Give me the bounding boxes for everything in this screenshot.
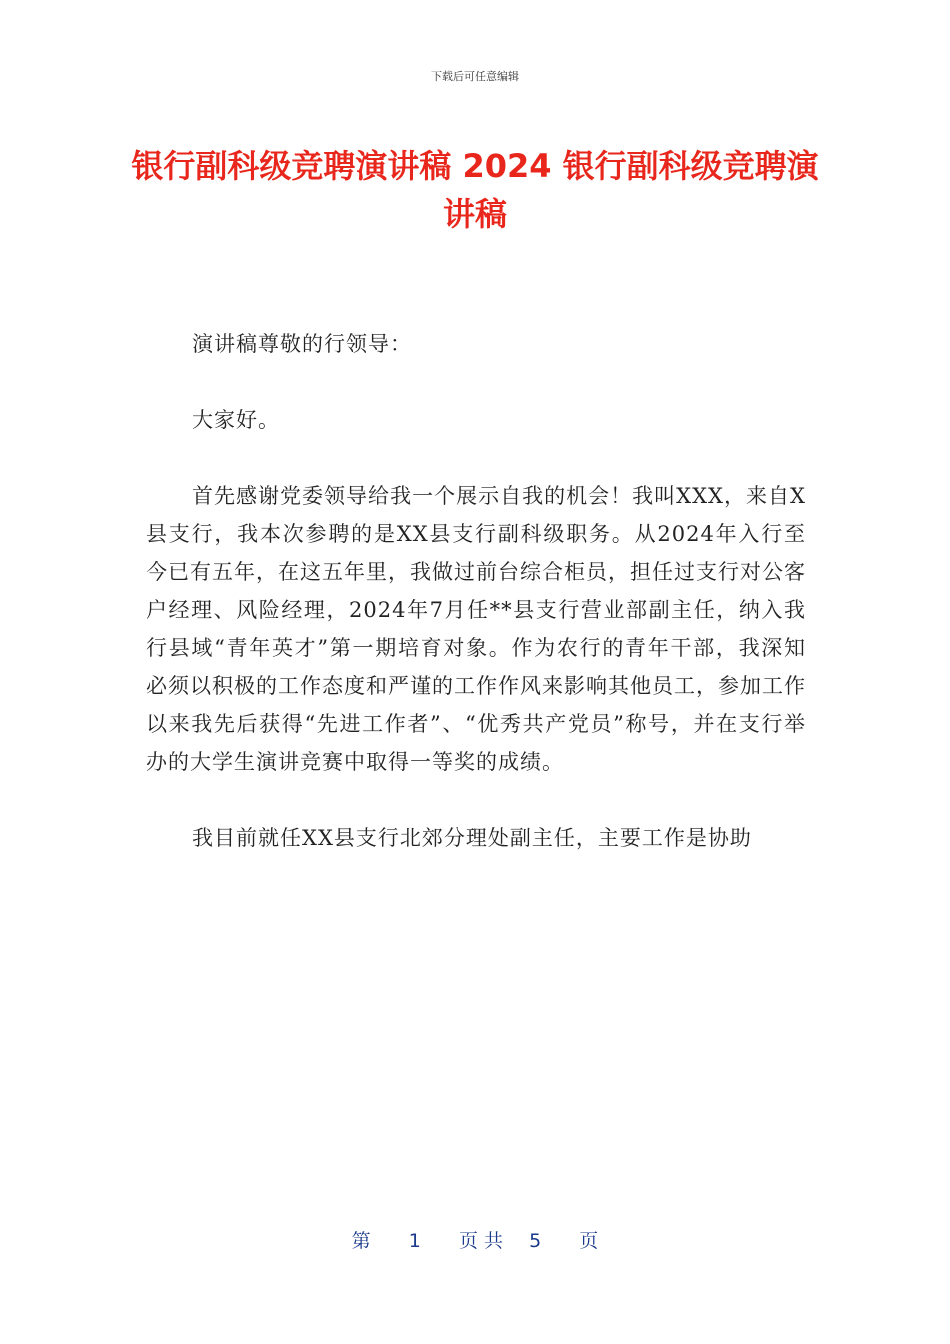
header-note: 下载后可任意编辑 bbox=[431, 70, 519, 83]
footer-current-page: 1 bbox=[408, 1230, 421, 1252]
footer-total-pages: 5 bbox=[529, 1230, 542, 1252]
paragraph-salutation: 演讲稿尊敬的行领导： bbox=[192, 332, 412, 356]
footer-label-page: 第 bbox=[351, 1230, 371, 1252]
paragraph-current-role: 我目前就任XX县支行北郊分理处副主任，主要工作是协助 bbox=[192, 826, 752, 850]
footer-label-end: 页 bbox=[579, 1230, 599, 1252]
document-body bbox=[146, 325, 806, 895]
page-footer bbox=[0, 1226, 950, 1253]
paragraph-introduction: 首先感谢党委领导给我一个展示自我的机会！我叫XXX，来自X县支行，我本次参聘的是XX县支行副科级职务。从2024年入行至今已有五年，在这五年里，我做过前台综合柜员，担任过支行对公客户经理、风险经理，2024年7月任**县支行营业部副主任，纳入我行县域“青年英才”第一期培育对象。作为农行的青年干部，我深知必须以积极的工作态度和严谨的工作作风来影响其他员工，参加工作以来我先后获得“先进工作者”、“优秀共产党员”称号，并在支行举办的大学生演讲竞赛中取得一等奖的成绩。 bbox=[146, 484, 806, 774]
footer-label-of: 页 共 bbox=[458, 1230, 504, 1252]
paragraph-greeting: 大家好。 bbox=[192, 408, 280, 432]
document-title: 银行副科级竞聘演讲稿 2024 银行副科级竞聘演讲稿 bbox=[131, 147, 819, 233]
